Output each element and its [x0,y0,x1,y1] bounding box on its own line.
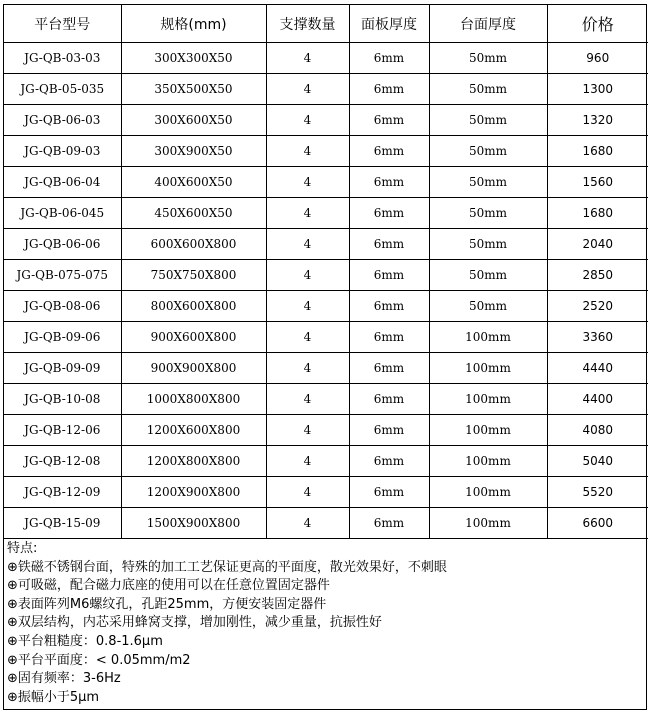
price-cell: 4400 [547,384,648,415]
support-count-cell: 4 [266,384,349,415]
table-row [4,446,648,477]
top-thickness-cell: 50mm [429,291,547,322]
header-price: 价格 [547,5,648,43]
spec-cell: 300X600X50 [121,105,266,136]
header-spec: 规格(mm) [121,5,266,43]
table-row [4,353,648,384]
top-thickness-cell: 100mm [429,322,547,353]
top-thickness-cell: 50mm [429,136,547,167]
support-count-cell: 4 [266,446,349,477]
table-row [4,477,648,508]
spec-cell: 1200X800X800 [121,446,266,477]
spec-cell: 300X900X50 [121,136,266,167]
price-cell: 2520 [547,291,648,322]
model-cell: JG-QB-05-035 [4,74,121,105]
table-row [4,291,648,322]
top-thickness-cell: 100mm [429,353,547,384]
panel-thickness-cell: 6mm [349,322,429,353]
feature-item: ⊕表面阵列M6螺纹孔，孔距25mm，方便安装固定器件 [7,596,327,612]
price-cell: 960 [547,43,648,74]
support-count-cell: 4 [266,477,349,508]
panel-thickness-cell: 6mm [349,291,429,322]
table-row [4,415,648,446]
spec-cell: 1200X900X800 [121,477,266,508]
panel-thickness-cell: 6mm [349,105,429,136]
top-thickness-cell: 50mm [429,198,547,229]
model-cell: JG-QB-075-075 [4,260,121,291]
spec-cell: 1000X800X800 [121,384,266,415]
price-cell: 3360 [547,322,648,353]
table-row [4,167,648,198]
support-count-cell: 4 [266,260,349,291]
panel-thickness-cell: 6mm [349,167,429,198]
spec-cell: 600X600X800 [121,229,266,260]
spec-cell: 300X300X50 [121,43,266,74]
price-cell: 5520 [547,477,648,508]
panel-thickness-cell: 6mm [349,74,429,105]
table-row [4,105,648,136]
model-cell: JG-QB-06-04 [4,167,121,198]
panel-thickness-cell: 6mm [349,415,429,446]
model-cell: JG-QB-12-06 [4,415,121,446]
header-support-count: 支撑数量 [266,5,349,43]
table-row [4,384,648,415]
panel-thickness-cell: 6mm [349,477,429,508]
price-cell: 1560 [547,167,648,198]
panel-thickness-cell: 6mm [349,260,429,291]
panel-thickness-cell: 6mm [349,198,429,229]
model-cell: JG-QB-12-08 [4,446,121,477]
model-cell: JG-QB-06-06 [4,229,121,260]
support-count-cell: 4 [266,43,349,74]
price-cell: 1320 [547,105,648,136]
price-cell: 1680 [547,198,648,229]
feature-item: ⊕可吸磁，配合磁力底座的使用可以在任意位置固定器件 [7,578,330,594]
spec-cell: 350X500X50 [121,74,266,105]
features-title: 特点: [7,541,38,556]
price-cell: 4080 [547,415,648,446]
model-cell: JG-QB-06-045 [4,198,121,229]
support-count-cell: 4 [266,415,349,446]
top-thickness-cell: 100mm [429,415,547,446]
support-count-cell: 4 [266,322,349,353]
top-thickness-cell: 50mm [429,229,547,260]
spec-cell: 1200X600X800 [121,415,266,446]
feature-item: ⊕固有频率：3-6Hz [7,671,121,687]
model-cell: JG-QB-08-06 [4,291,121,322]
table-row [4,229,648,260]
price-cell: 4440 [547,353,648,384]
panel-thickness-cell: 6mm [349,353,429,384]
model-cell: JG-QB-03-03 [4,43,121,74]
panel-thickness-cell: 6mm [349,136,429,167]
top-thickness-cell: 100mm [429,477,547,508]
model-cell: JG-QB-09-06 [4,322,121,353]
top-thickness-cell: 100mm [429,384,547,415]
header-top-thickness: 台面厚度 [429,5,547,43]
top-thickness-cell: 50mm [429,74,547,105]
table-row [4,198,648,229]
table-header-row [4,5,648,43]
model-cell: JG-QB-10-08 [4,384,121,415]
support-count-cell: 4 [266,167,349,198]
spec-cell: 1500X900X800 [121,508,266,539]
feature-item: ⊕双层结构，内芯采用蜂窝支撑，增加刚性，减少重量，抗振性好 [7,615,382,631]
features-section [4,539,646,707]
support-count-cell: 4 [266,291,349,322]
feature-item: ⊕振幅小于5μm [7,689,100,705]
model-cell: JG-QB-12-09 [4,477,121,508]
feature-item: ⊕平台平面度：< 0.05mm/m2 [7,652,191,668]
table-row [4,322,648,353]
support-count-cell: 4 [266,508,349,539]
top-thickness-cell: 100mm [429,446,547,477]
table-row [4,43,648,74]
table-row [4,74,648,105]
spec-sheet [3,4,647,710]
model-cell: JG-QB-15-09 [4,508,121,539]
spec-cell: 900X600X800 [121,322,266,353]
table-body [4,43,648,539]
feature-item: ⊕平台粗糙度：0.8-1.6μm [7,633,163,649]
support-count-cell: 4 [266,229,349,260]
spec-cell: 450X600X50 [121,198,266,229]
spec-table [4,5,648,539]
price-cell: 5040 [547,446,648,477]
panel-thickness-cell: 6mm [349,384,429,415]
price-cell: 1680 [547,136,648,167]
header-model: 平台型号 [4,5,121,43]
panel-thickness-cell: 6mm [349,446,429,477]
model-cell: JG-QB-06-03 [4,105,121,136]
price-cell: 1300 [547,74,648,105]
support-count-cell: 4 [266,136,349,167]
table-row [4,508,648,539]
price-cell: 2040 [547,229,648,260]
feature-item: ⊕铁磁不锈钢台面，特殊的加工工艺保证更高的平面度，散光效果好，不刺眼 [7,559,447,575]
spec-cell: 750X750X800 [121,260,266,291]
top-thickness-cell: 50mm [429,260,547,291]
support-count-cell: 4 [266,105,349,136]
table-row [4,136,648,167]
support-count-cell: 4 [266,74,349,105]
support-count-cell: 4 [266,353,349,384]
table-row [4,260,648,291]
spec-cell: 400X600X50 [121,167,266,198]
price-cell: 2850 [547,260,648,291]
model-cell: JG-QB-09-03 [4,136,121,167]
top-thickness-cell: 50mm [429,105,547,136]
panel-thickness-cell: 6mm [349,229,429,260]
spec-cell: 900X900X800 [121,353,266,384]
top-thickness-cell: 100mm [429,508,547,539]
panel-thickness-cell: 6mm [349,508,429,539]
top-thickness-cell: 50mm [429,43,547,74]
price-cell: 6600 [547,508,648,539]
top-thickness-cell: 50mm [429,167,547,198]
spec-cell: 800X600X800 [121,291,266,322]
model-cell: JG-QB-09-09 [4,353,121,384]
support-count-cell: 4 [266,198,349,229]
header-panel-thickness: 面板厚度 [349,5,429,43]
feature-list [7,559,646,708]
panel-thickness-cell: 6mm [349,43,429,74]
